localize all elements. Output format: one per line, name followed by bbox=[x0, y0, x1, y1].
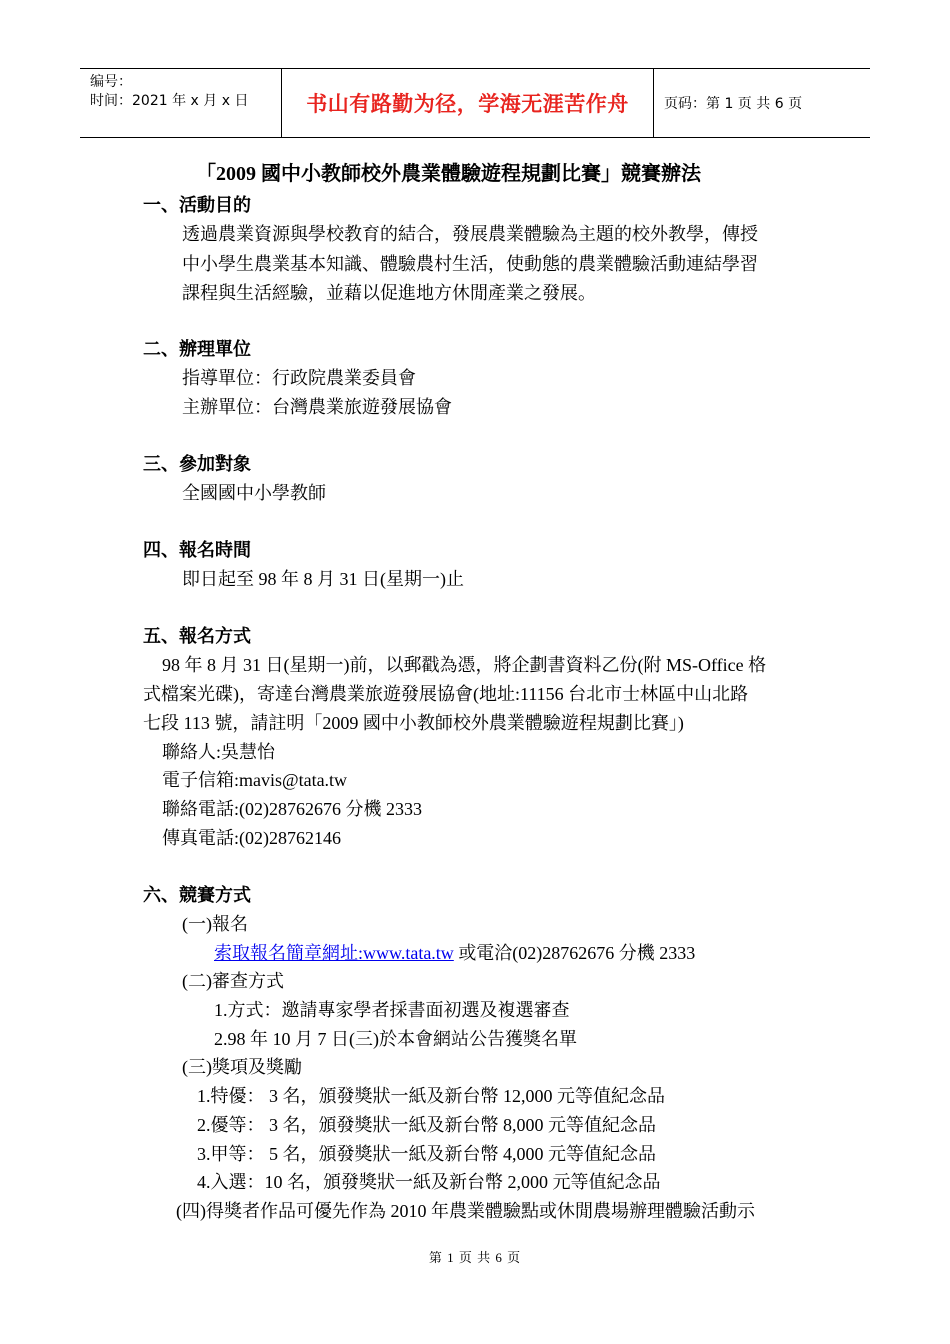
section-heading-participants: 三、參加對象 bbox=[143, 454, 251, 474]
header-meta bbox=[80, 69, 282, 137]
subheading: (三)獎項及獎勵 bbox=[182, 1057, 302, 1077]
paragraph-line: 中小學生農業基本知識、體驗農村生活，使動態的農業體驗活動連結學習 bbox=[182, 254, 758, 274]
award-item: 2.優等： 3 名，頒發獎狀一紙及新台幣 8,000 元等值紀念品 bbox=[197, 1115, 656, 1135]
section-heading-organizers: 二、辦理單位 bbox=[143, 339, 251, 359]
subheading: (二)審查方式 bbox=[182, 971, 284, 991]
registration-link-line bbox=[214, 941, 695, 965]
paragraph-line: 透過農業資源與學校教育的結合，發展農業體驗為主題的校外教學，傳授 bbox=[182, 224, 758, 244]
page-footer: 第 1 页 共 6 页 bbox=[428, 1250, 522, 1265]
paragraph-line: 全國國中小學教師 bbox=[182, 483, 326, 503]
review-item: 1.方式：邀請專家學者採書面初選及複選審查 bbox=[214, 1000, 570, 1020]
section-heading-purpose: 一、活動目的 bbox=[143, 195, 251, 215]
subheading: (一)報名 bbox=[182, 914, 248, 934]
contact-person: 聯絡人:吳慧怡 bbox=[162, 742, 276, 762]
section-heading-competition: 六、競賽方式 bbox=[143, 885, 251, 905]
contact-fax: 傳真電話:(02)28762146 bbox=[162, 828, 341, 848]
document-title: 「2009 國中小教師校外農業體驗遊程規劃比賽」競賽辦法 bbox=[196, 163, 701, 185]
time-label: 时间：2021 年 x 月 x 日 bbox=[90, 93, 249, 109]
award-item: 1.特優： 3 名，頒發獎狀一紙及新台幣 12,000 元等值紀念品 bbox=[197, 1086, 665, 1106]
number-label: 编号： bbox=[90, 74, 132, 90]
contact-email: 電子信箱:mavis@tata.tw bbox=[162, 770, 348, 790]
paragraph-line: 主辦單位：台灣農業旅遊發展協會 bbox=[182, 397, 452, 417]
section-heading-registration-method: 五、報名方式 bbox=[143, 626, 251, 646]
paragraph-line: 即日起至 98 年 8 月 31 日(星期一)止 bbox=[182, 569, 464, 589]
award-item: 3.甲等： 5 名，頒發獎狀一紙及新台幣 4,000 元等值紀念品 bbox=[197, 1144, 656, 1164]
page-header bbox=[80, 68, 870, 138]
registration-link[interactable]: 索取報名簡章網址:www.tata.tw bbox=[214, 943, 454, 963]
award-item: 4.入選：10 名，頒發獎狀一紙及新台幣 2,000 元等值紀念品 bbox=[197, 1172, 661, 1192]
paragraph-line: 七段 113 號，請註明「2009 國中小教師校外農業體驗遊程規劃比賽」) bbox=[143, 713, 684, 733]
subheading: (四)得獎者作品可優先作為 2010 年農業體驗點或休閒農場辦理體驗活動示 bbox=[176, 1201, 755, 1221]
registration-link-rest: 或電洽(02)28762676 分機 2333 bbox=[453, 943, 696, 963]
contact-phone: 聯絡電話:(02)28762676 分機 2333 bbox=[162, 799, 422, 819]
review-item: 2.98 年 10 月 7 日(三)於本會網站公告獲獎名單 bbox=[214, 1029, 577, 1049]
header-slogan: 书山有路勤为径，学海无涯苦作舟 bbox=[282, 69, 654, 137]
paragraph-line: 課程與生活經驗，並藉以促進地方休閒產業之發展。 bbox=[182, 283, 596, 303]
paragraph-line: 式檔案光碟)，寄達台灣農業旅遊發展協會(地址:11156 台北市士林區中山北路 bbox=[143, 684, 749, 704]
paragraph-line: 指導單位：行政院農業委員會 bbox=[182, 368, 416, 388]
header-page-info: 页码：第 1 页 共 6 页 bbox=[664, 96, 803, 112]
paragraph-line: 98 年 8 月 31 日(星期一)前，以郵戳為憑，將企劃書資料乙份(附 MS-Office 格 bbox=[162, 655, 767, 675]
section-heading-registration-time: 四、報名時間 bbox=[143, 540, 251, 560]
